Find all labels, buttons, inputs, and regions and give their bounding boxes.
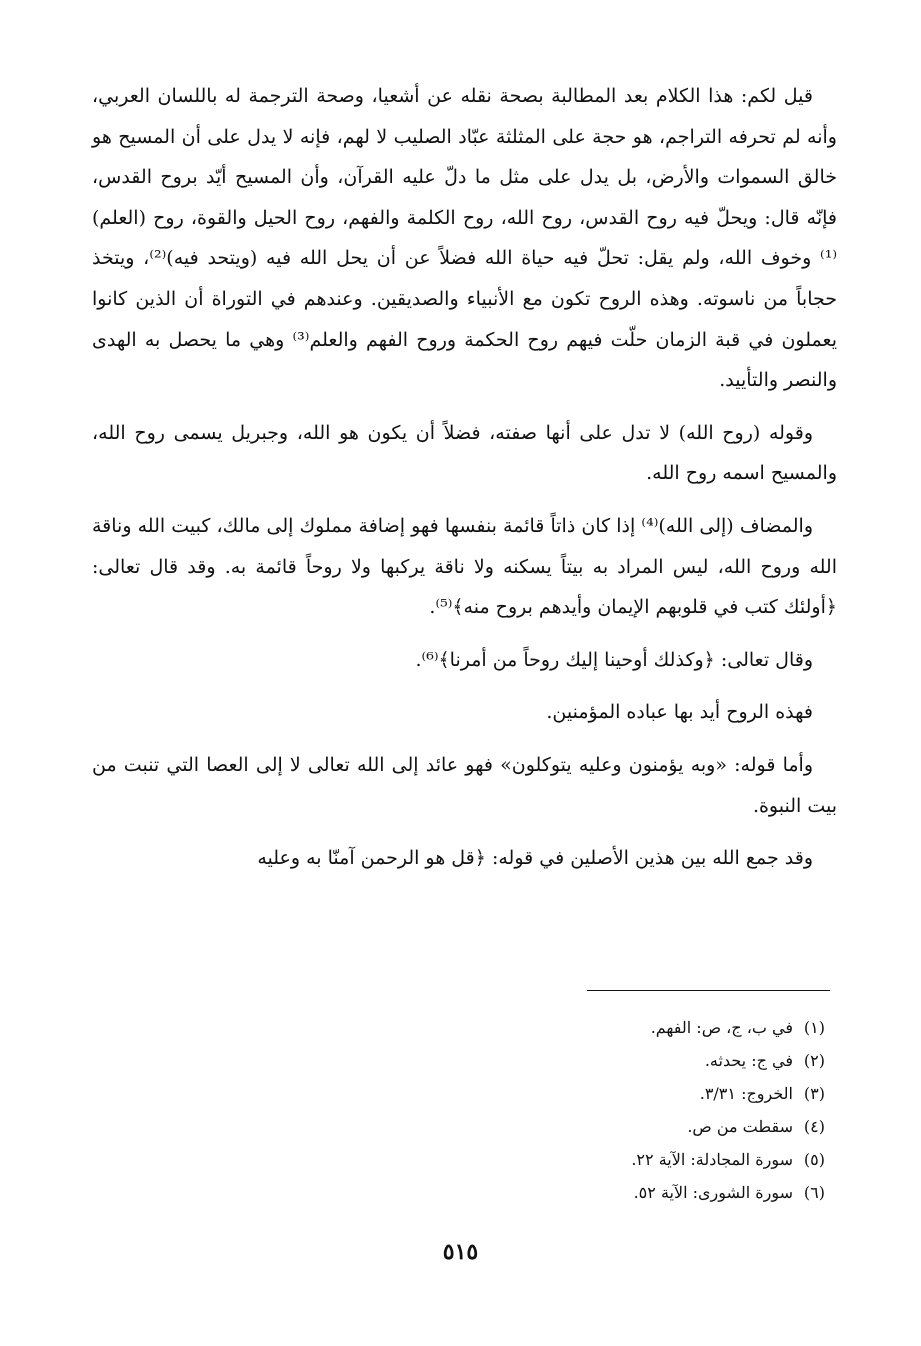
footnote-text: سورة المجادلة: الآية ٢٢.	[631, 1150, 793, 1169]
footnote-text: سورة الشورى: الآية ٥٢.	[633, 1183, 793, 1202]
footnote-4	[380, 1110, 825, 1143]
footnote-6	[380, 1176, 825, 1209]
page-number: ٥١٥	[442, 1239, 479, 1265]
paragraph-4: وقال تعالى: ﴿وكذلك أوحينا إليك روحاً من أمرنا﴾⁽⁶⁾.	[415, 648, 813, 671]
footnote-number: (١)	[803, 1018, 825, 1037]
paragraph-2: وقوله (روح الله) لا تدل على أنها صفته، فضلاً أن يكون هو الله، وجبريل يسمى روح الله، والمسيح اسمه روح الله.	[92, 421, 837, 485]
footnote-text: في ج: يحدثه.	[704, 1051, 793, 1070]
footnote-number: (٥)	[803, 1150, 825, 1169]
main-text	[92, 76, 837, 879]
footnote-number: (٣)	[803, 1084, 825, 1103]
paragraph-6: وأما قوله: «وبه يؤمنون وعليه يتوكلون» فهو عائد إلى الله تعالى لا إلى العصا التي تنبت من بيت النبوة.	[92, 753, 837, 817]
footnote-number: (٤)	[803, 1117, 825, 1136]
footnote-2	[380, 1044, 825, 1077]
paragraph-3: والمضاف (إلى الله)⁽⁴⁾ إذا كان ذاتاً قائمة بنفسها فهو إضافة مملوك إلى مالك، كبيت الله وناقة الله وروح الله، ليس المراد به بيتاً يسكنه ولا ناقة يركبها ولا روحاً قائمة به. وقد قال تعالى: ﴿أولئك كتب في قلوبهم الإيمان وأيدهم بروح منه﴾⁽⁵⁾.	[92, 514, 837, 619]
footnote-1	[380, 1011, 825, 1044]
footnotes	[380, 1011, 825, 1209]
paragraph-7: وقد جمع الله بين هذين الأصلين في قوله: ﴿قل هو الرحمن آمنّا به وعليه	[257, 847, 813, 870]
paragraph-1: قيل لكم: هذا الكلام بعد المطالبة بصحة نقله عن أشعيا، وصحة الترجمة له باللسان العربي، وأنه لم تحرفه التراجم، هو حجة على المثلثة عبّاد الصليب لا لهم، فإنه لا يدل على أن المسيح هو خالق السموات والأرض، بل يدل على مثل ما دلّ عليه القرآن، وأن المسيح أيّد بروح القدس، فإنّه قال: ويحلّ فيه روح القدس، روح الله، روح الكلمة والفهم، روح الحيل والقوة، روح (العلم)⁽¹⁾ وخوف الله، ولم يقل: تحلّ فيه حياة الله فضلاً عن أن يحل الله فيه (ويتحد فيه)⁽²⁾، ويتخذ حجاباً من ناسوته. وهذه الروح تكون مع الأنبياء والصديقين. وعندهم في التوراة أن الذين كانوا يعملون في قبة الزمان حلّت فيهم روح الحكمة وروح الفهم والعلم⁽³⁾ وهي ما يحصل به الهدى والنصر والتأييد.	[92, 85, 837, 392]
footnote-5	[380, 1143, 825, 1176]
paragraph-5: فهذه الروح أيد بها عباده المؤمنين.	[546, 701, 813, 724]
footnote-text: الخروج: ٣/٣١.	[699, 1084, 793, 1103]
footnote-divider	[587, 990, 830, 991]
footnote-3	[380, 1077, 825, 1110]
footnote-text: في ب، ج، ص: الفهم.	[650, 1018, 793, 1037]
footnote-text: سقطت من ص.	[687, 1117, 793, 1136]
footnote-number: (٢)	[803, 1051, 825, 1070]
footnote-number: (٦)	[803, 1183, 825, 1202]
